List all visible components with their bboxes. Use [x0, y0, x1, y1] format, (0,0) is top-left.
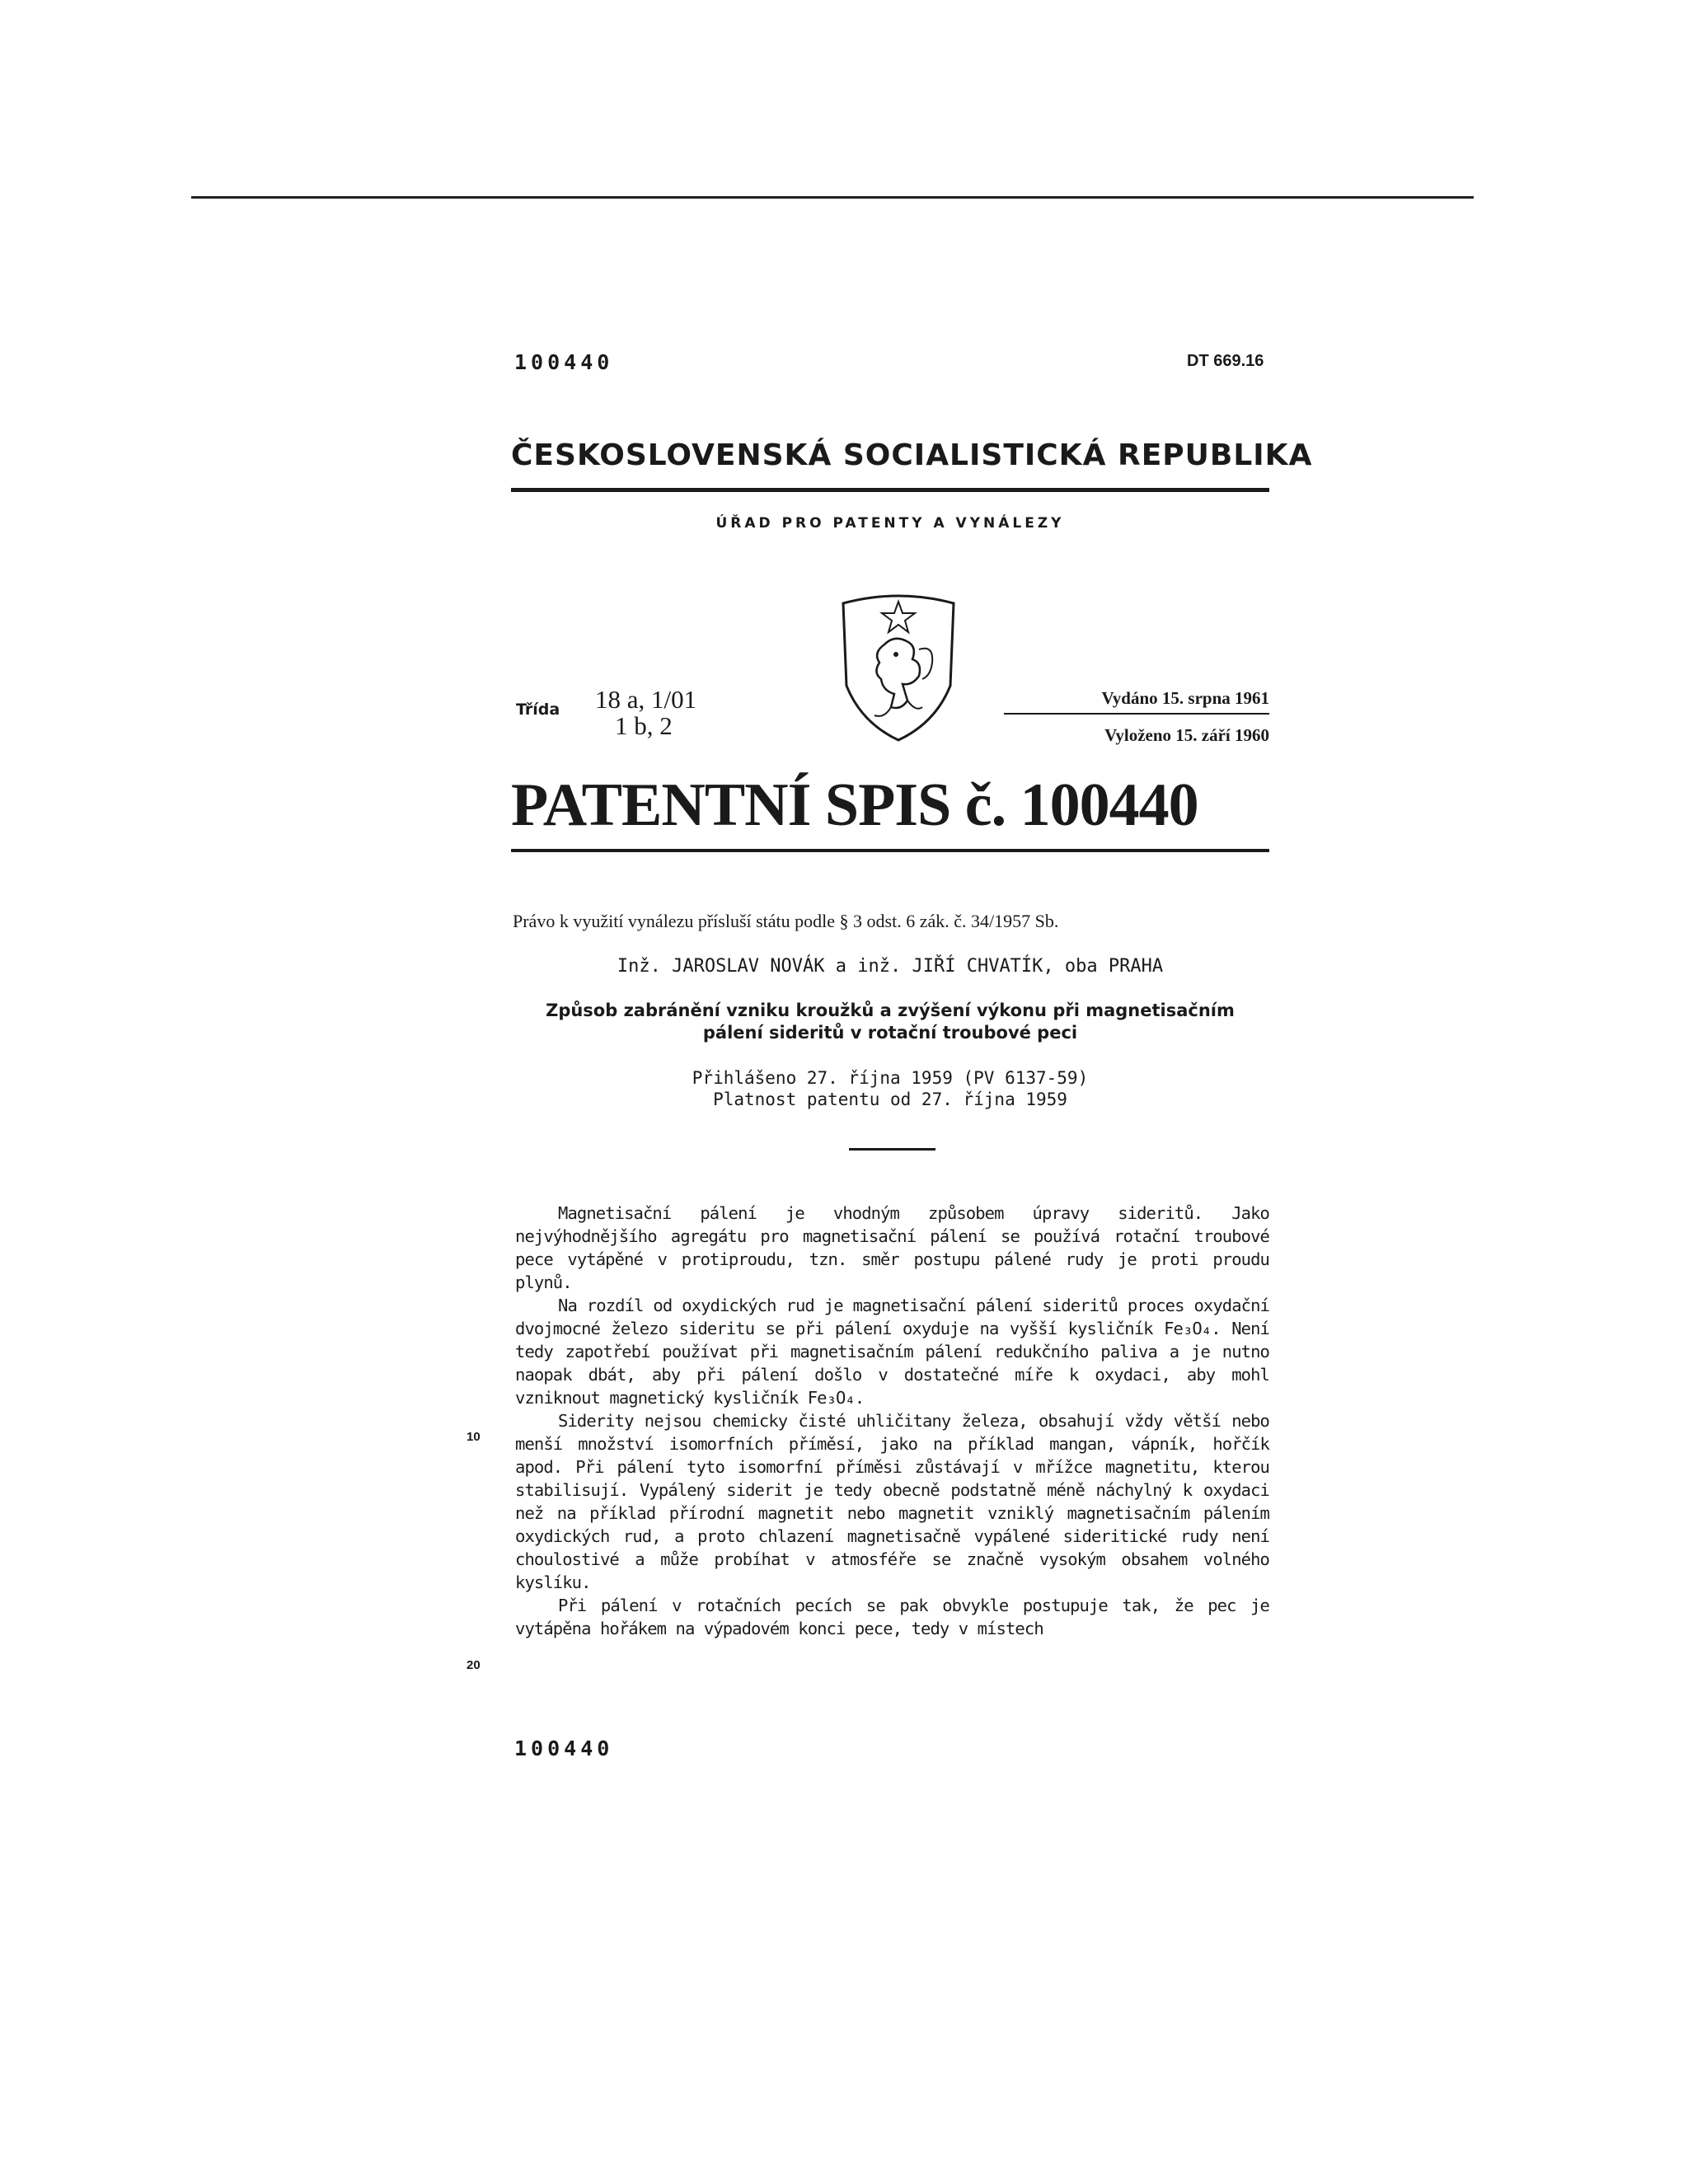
- title-rule: [511, 849, 1269, 852]
- invention-subject: [511, 1000, 1269, 1044]
- paragraph: Magnetisační pálení je vhodným způsobem úpravy sideritů. Jako nejvýhodnějšího agregátu pro magnetisační pálení se používá rotační troubové pece vytápěné v protiproudu, tzn. směr postupu pálené rudy je proti proudu plynů.: [515, 1203, 1269, 1292]
- class-label: Třída: [516, 701, 560, 719]
- line-number-20: 20: [467, 1658, 481, 1672]
- document-number-top: 100440: [514, 350, 614, 374]
- document-number-bottom: 100440: [514, 1736, 614, 1760]
- issued-date: Vydáno 15. srpna 1961: [1101, 688, 1269, 708]
- state-emblem-icon: [837, 587, 960, 743]
- heading-rule: [511, 488, 1269, 492]
- validity-date: Platnost patentu od 27. října 1959: [713, 1090, 1067, 1109]
- separator-rule: [849, 1148, 935, 1151]
- filed-date: Přihlášeno 27. října 1959 (PV 6137-59): [692, 1068, 1089, 1088]
- laid-open-date: Vyloženo 15. září 1960: [1104, 725, 1269, 745]
- subject-line-1: Způsob zabránění vzniku kroužků a zvýšení výkonu při magnetisačním: [546, 1001, 1235, 1020]
- country-heading: ČESKOSLOVENSKÁ SOCIALISTICKÁ REPUBLIKA: [511, 438, 1313, 472]
- top-rule: [191, 196, 1474, 199]
- subject-line-2: pálení sideritů v rotační troubové peci: [702, 1023, 1078, 1043]
- class-line-2: 1 b, 2: [615, 711, 673, 740]
- rights-statement: Právo k využití vynálezu přísluší státu podle § 3 odst. 6 zák. č. 34/1957 Sb.: [513, 911, 1059, 931]
- line-number-10: 10: [467, 1430, 481, 1444]
- paragraph: Na rozdíl od oxydických rud je magnetisační pálení sideritů proces oxydační dvojmocné železo sideritu se při pálení oxyduje na vyšší kysličník Fe₃O₄. Není tedy zapotřebí používat při magnetisačním pálení redukčního paliva a je nutno naopak dbát, aby při pálení došlo v dostatečné míře k oxydaci, aby mohl vzniknout magnetický kysličník Fe₃O₄.: [515, 1296, 1269, 1408]
- paragraph: Siderity nejsou chemicky čisté uhličitany železa, obsahují vždy větší nebo menší množství isomorfních příměsí, jako na příklad mangan, vápník, hořčík apod. Při pálení tyto isomorfní příměsi zůstávají v mřížce magnetitu, kterou stabilisují. Vypálený siderit je tedy obecně podstatně méně náchylný k oxydaci než na příklad přírodní magnetit nebo magnetit vzniklý magnetisačním pálením oxydických rud, a proto chlazení magnetisačně vypálené sideritické rudy není choulostivé a může probíhat v atmosféře se značně vysokým obsahem volného kyslíku.: [515, 1411, 1269, 1592]
- filing-info: [511, 1067, 1269, 1110]
- office-name: ÚŘAD PRO PATENTY A VYNÁLEZY: [715, 515, 1065, 532]
- paragraph: Při pálení v rotačních pecích se pak obvykle postupuje tak, že pec je vytápěna hořákem na výpadovém konci pece, tedy v místech: [515, 1596, 1269, 1638]
- inventors: Inž. JAROSLAV NOVÁK a inž. JIŘÍ CHVATÍK, oba PRAHA: [617, 956, 1164, 977]
- dates-rule: [1004, 713, 1269, 715]
- class-line-1: 18 a, 1/01: [595, 685, 697, 714]
- patent-title: PATENTNÍ SPIS č. 100440: [511, 771, 1198, 839]
- dt-code: DT 669.16: [1187, 352, 1264, 370]
- body-text: [515, 1202, 1269, 1640]
